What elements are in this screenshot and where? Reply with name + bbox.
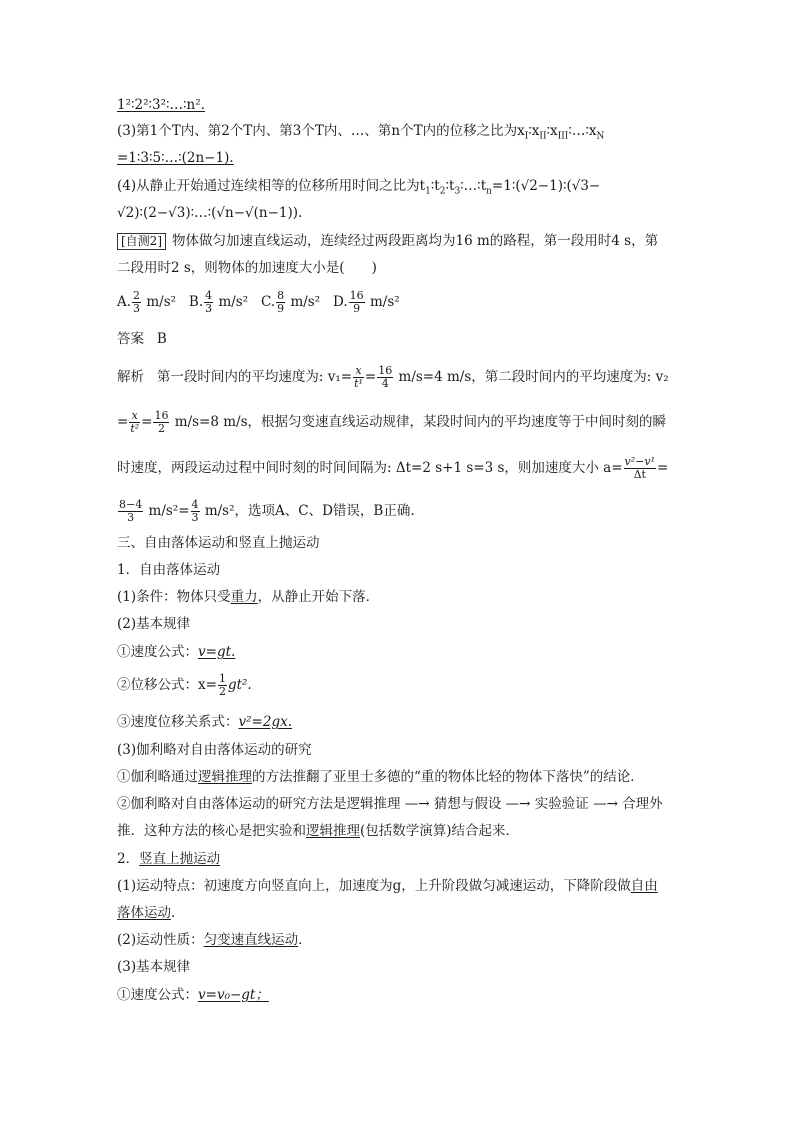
question-tag: [自测2] xyxy=(117,233,166,250)
velocity-displacement: ③速度位移关系式：v²=2gx. xyxy=(117,714,292,730)
question-line-1: [自测2] 物体做匀加速直线运动，连续经过两段距离均为16 m的路程，第一段用时4 s，第 xyxy=(117,231,658,251)
explanation-1: 解析 第一段时间内的平均速度为: v₁= $\frac{x}{\text{t¹}}$ = $\frac{16}{4}$ m/s=4 m/s，第二段时间内的平均速度为: v₂ xyxy=(117,364,669,390)
condition: (1)条件：物体只受重力，从静止开始下落． xyxy=(117,589,380,605)
answer: 答案 B xyxy=(117,331,167,347)
explanation-2: = $\frac{x}{\text{t²}}$ = $\frac{16}{2}$ m/s=8 m/s，根据匀变速直线运动规律，某段时间内的平均速度等于中间时刻的瞬 xyxy=(117,409,667,435)
velocity-formula: ①速度公式：v=gt. xyxy=(117,644,236,660)
subsection-1: 1．自由落体运动 xyxy=(117,562,221,578)
question-line-2: 二段用时2 s，则物体的加速度大小是( ) xyxy=(117,260,377,276)
item-3: (3)第1个T内、第2个T内、第3个T内、…、第n个T内的位移之比为$x_I∶x_{II}∶x_{III}∶\dots∶x_N$ xyxy=(117,123,605,142)
item-4: (4)从静止开始通过连续相等的位移所用时间之比为$t_1∶t_2∶t_3∶\dots∶t_n=1∶(√2-1)∶(√3-$ xyxy=(117,178,601,197)
displacement-formula: ②位移公式：x= $\frac{1}{2}$ gt². xyxy=(117,672,252,698)
item-4-cont: √2)∶(2−√3)∶…∶(√n−√(n−1)). xyxy=(117,205,303,221)
options: A. $\frac{2}{3}$ m/s² B. $\frac{4}{3}$ m/s² C. $\frac{8}{9}$ m/s² D. $\frac{16}{9}$ m/s² xyxy=(117,289,400,315)
basic-law-2: (3)基本规律 xyxy=(117,959,191,975)
feature: (1)运动特点：初速度方向竖直向上，加速度为g，上升阶段做匀减速运动，下降阶段做自由 xyxy=(117,878,658,894)
section-heading-3: 三、自由落体运动和竖直上抛运动 xyxy=(117,535,320,551)
velocity-formula-2: ①速度公式：v=v₀−gt； xyxy=(117,987,269,1003)
ratio-line-1: 1²∶2²∶3²∶…∶n². xyxy=(117,97,205,113)
galileo-2: ②伽利略对自由落体运动的研究方法是逻辑推理 —→ 猜想与假设 —→ 实验验证 —→ 合理外 xyxy=(117,796,663,812)
galileo-1: ①伽利略通过逻辑推理的方法推翻了亚里士多德的“重的物体比轻的物体下落快”的结论． xyxy=(117,769,644,785)
galileo-2-cont: 推．这种方法的核心是把实验和逻辑推理(包括数学演算)结合起来． xyxy=(117,823,520,839)
explanation-3: 时速度，两段运动过程中间时刻的时间间隔为: Δt=2 s+1 s=3 s，则加速度大小 a= $\frac{\text{v²−v¹}}{\Delta t}$ = xyxy=(117,455,669,481)
nature: (2)运动性质：匀变速直线运动． xyxy=(117,932,312,948)
basic-law: (2)基本规律 xyxy=(117,616,191,632)
explanation-4: $\frac{8-4}{3}$ m/s²= $\frac{4}{3}$ m/s²，选项A、C、D错误，B正确. xyxy=(119,498,415,524)
subsection-2: 2．竖直上抛运动 xyxy=(117,851,221,867)
feature-cont: 落体运动． xyxy=(117,905,185,921)
galileo-heading: (3)伽利略对自由落体运动的研究 xyxy=(117,742,312,758)
item-3-result: =1∶3∶5∶…∶(2n−1). xyxy=(117,150,234,166)
